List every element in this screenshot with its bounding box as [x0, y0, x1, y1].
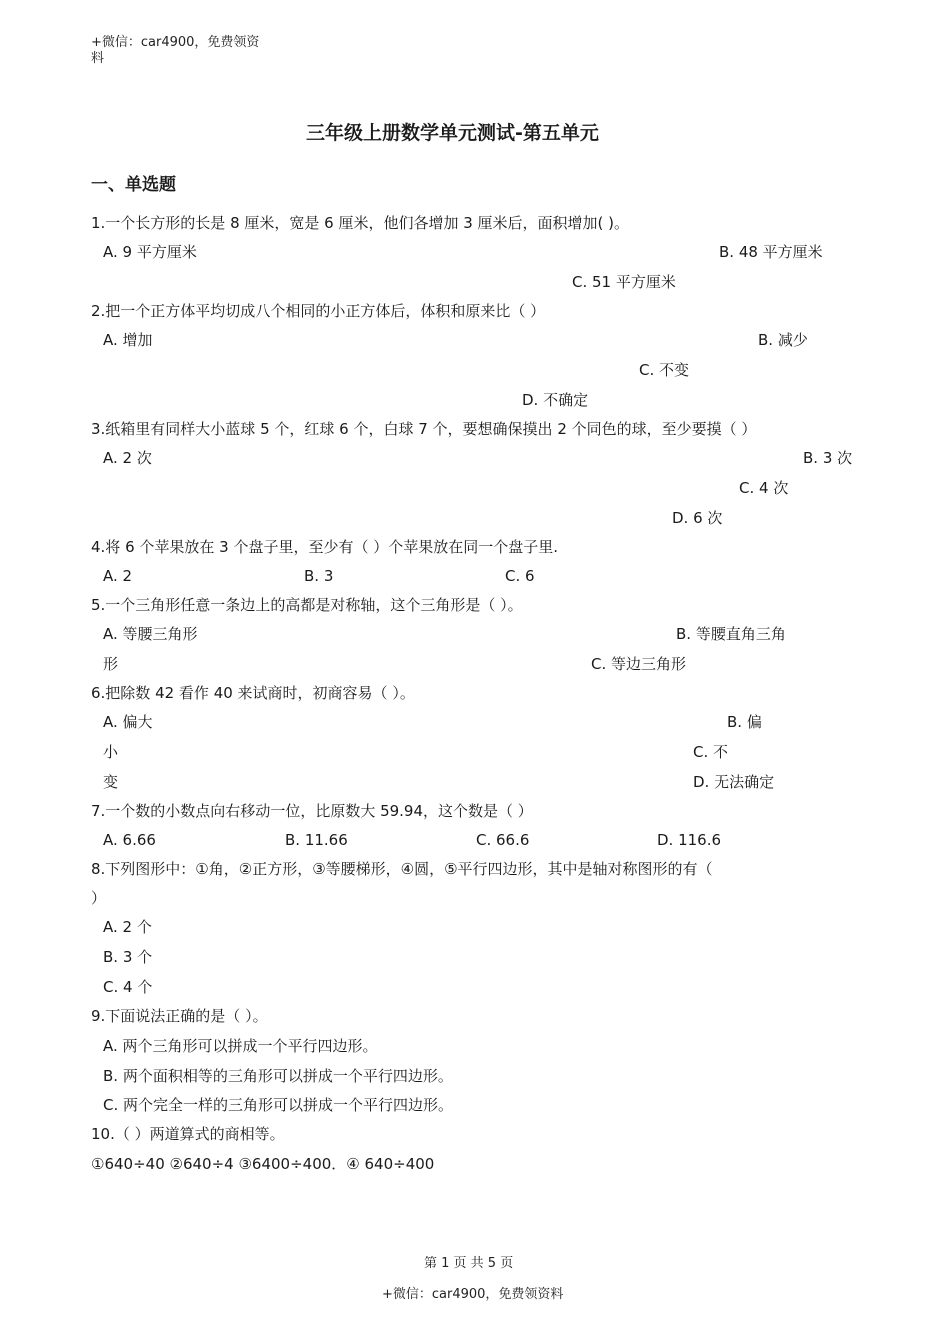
- question-1: 1.一个长方形的长是 8 厘米，宽是 6 厘米，他们各增加 3 厘米后，面积增加( )。: [91, 214, 630, 232]
- q7-option-b[interactable]: B. 11.66: [285, 831, 348, 849]
- question-5: 5.一个三角形任意一条边上的高都是对称轴，这个三角形是（ ）。: [91, 596, 523, 614]
- q6-option-b[interactable]: B. 偏: [727, 713, 762, 731]
- q3-option-b[interactable]: B. 3 次: [803, 449, 853, 467]
- question-10: 10.（ ）两道算式的商相等。: [91, 1125, 285, 1143]
- page-number: 第 1 页 共 5 页: [424, 1256, 514, 1271]
- question-3: 3.纸箱里有同样大小蓝球 5 个，红球 6 个，白球 7 个，要想确保摸出 2 个同色的球，至少要摸（ ）: [91, 420, 757, 438]
- q2-option-d[interactable]: D. 不确定: [522, 391, 589, 409]
- q7-option-d[interactable]: D. 116.6: [657, 831, 722, 849]
- q3-option-d[interactable]: D. 6 次: [672, 509, 723, 527]
- q2-option-a[interactable]: A. 增加: [103, 331, 153, 349]
- q4-option-c[interactable]: C. 6: [505, 567, 535, 585]
- question-10-expressions: ①640÷40 ②640÷4 ③6400÷400．④ 640÷400: [91, 1155, 435, 1173]
- section-heading: 一、单选题: [91, 175, 176, 195]
- q3-option-a[interactable]: A. 2 次: [103, 449, 152, 467]
- question-6: 6.把除数 42 看作 40 来试商时，初商容易（ ）。: [91, 684, 415, 702]
- q8-option-a[interactable]: A. 2 个: [103, 918, 152, 936]
- question-4: 4.将 6 个苹果放在 3 个盘子里，至少有（ ）个苹果放在同一个盘子里.: [91, 538, 559, 556]
- q5-option-a[interactable]: A. 等腰三角形: [103, 625, 198, 643]
- question-7: 7.一个数的小数点向右移动一位，比原数大 59.94，这个数是（ ）: [91, 802, 533, 820]
- q7-option-c[interactable]: C. 66.6: [476, 831, 530, 849]
- page-title: 三年级上册数学单元测试-第五单元: [306, 122, 599, 144]
- q5-option-b[interactable]: B. 等腰直角三角: [676, 625, 786, 643]
- q5-option-c[interactable]: C. 等边三角形: [591, 655, 687, 673]
- q4-option-a[interactable]: A. 2: [103, 567, 133, 585]
- q1-option-c[interactable]: C. 51 平方厘米: [572, 273, 676, 291]
- q1-option-b[interactable]: B. 48 平方厘米: [719, 243, 823, 261]
- q9-option-c[interactable]: C. 两个完全一样的三角形可以拼成一个平行四边形。: [103, 1096, 454, 1114]
- question-8: 8.下列图形中：①角，②正方形，③等腰梯形，④圆，⑤平行四边形，其中是轴对称图形的有（: [91, 860, 713, 878]
- q4-option-b[interactable]: B. 3: [304, 567, 334, 585]
- footer-wechat: +微信：car4900，免费领资料: [382, 1287, 564, 1302]
- q8-option-c[interactable]: C. 4 个: [103, 978, 153, 996]
- q2-option-b[interactable]: B. 减少: [758, 331, 808, 349]
- q5-option-b-wrap[interactable]: 形: [103, 655, 119, 673]
- q6-option-c-wrap[interactable]: 变: [103, 773, 119, 791]
- q6-option-b-wrap[interactable]: 小: [103, 743, 119, 761]
- header-wechat-line1: +微信：car4900，免费领资: [91, 35, 260, 50]
- q9-option-b[interactable]: B. 两个面积相等的三角形可以拼成一个平行四边形。: [103, 1067, 453, 1085]
- question-2: 2.把一个正方体平均切成八个相同的小正方体后，体积和原来比（ ）: [91, 302, 546, 320]
- question-9: 9.下面说法正确的是（ ）。: [91, 1007, 268, 1025]
- q3-option-c[interactable]: C. 4 次: [739, 479, 789, 497]
- q6-option-c[interactable]: C. 不: [693, 743, 729, 761]
- q7-option-a[interactable]: A. 6.66: [103, 831, 156, 849]
- q8-option-b[interactable]: B. 3 个: [103, 948, 153, 966]
- question-8-wrap: ）: [91, 889, 107, 907]
- q6-option-a[interactable]: A. 偏大: [103, 713, 153, 731]
- q1-option-a[interactable]: A. 9 平方厘米: [103, 243, 197, 261]
- q9-option-a[interactable]: A. 两个三角形可以拼成一个平行四边形。: [103, 1037, 378, 1055]
- q2-option-c[interactable]: C. 不变: [639, 361, 690, 379]
- header-wechat-line2: 料: [91, 51, 105, 66]
- q6-option-d[interactable]: D. 无法确定: [693, 773, 775, 791]
